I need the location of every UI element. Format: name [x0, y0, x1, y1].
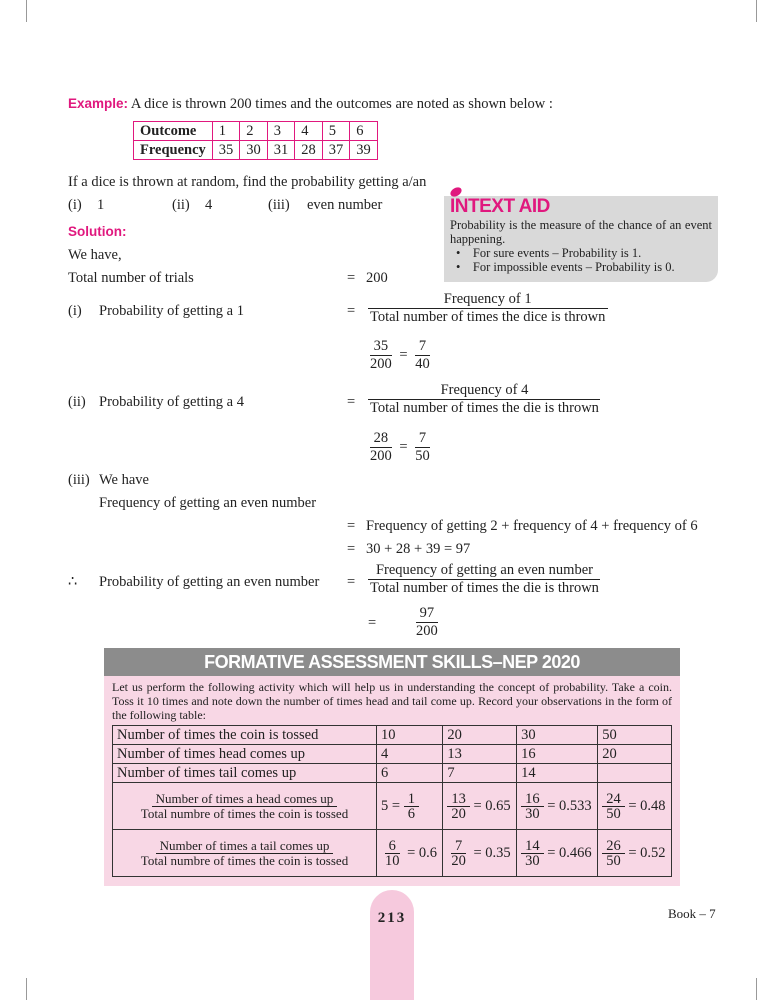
table-cell [113, 783, 377, 830]
fraction [366, 291, 609, 326]
table-cell [443, 830, 517, 877]
denominator: 6 [407, 805, 415, 822]
denominator: 200 [370, 448, 392, 464]
part-text: 4 [205, 197, 213, 213]
fraction-equation: $\frac{35}{200}$ = $\frac{7}{40}$ [366, 338, 434, 373]
text: Frequency of getting 2 + frequency of 4 + frequency of 6 [366, 518, 698, 534]
table-row [134, 141, 378, 160]
table-cell: 10 [377, 726, 443, 745]
table-cell: 30 [240, 141, 268, 160]
equals: = [347, 270, 356, 286]
intext-aid-box [444, 196, 718, 282]
table-cell: 16 [517, 745, 598, 764]
bullet-text: For sure events – Probability is 1. [472, 246, 642, 260]
denominator: Total number of times the die is thrown [370, 400, 599, 416]
table-cell: 7 [443, 764, 517, 783]
numerator: 26 [602, 839, 625, 854]
table-cell: 5 [322, 122, 350, 141]
prefix: 5 = [381, 797, 401, 814]
numerator: 35 [370, 338, 393, 356]
table-cell: 20 [443, 726, 517, 745]
suffix: = 0.35 [473, 844, 511, 861]
table-cell: Outcome [134, 122, 213, 141]
equals: = [347, 303, 356, 319]
solution-label: Solution: [68, 224, 127, 239]
equals: = [347, 518, 356, 534]
denominator: 50 [415, 448, 430, 464]
text: Probability of getting an even number [99, 574, 320, 590]
table-row [113, 764, 672, 783]
suffix: = 0.6 [407, 844, 438, 861]
numerator: 13 [447, 792, 470, 807]
text: Total number of trials [68, 270, 194, 286]
table-row [113, 830, 672, 877]
table-cell [377, 830, 443, 877]
table-row [134, 122, 378, 141]
numerator: 28 [370, 430, 393, 448]
example-text: A dice is thrown 200 times and the outcomes are noted as shown below : [130, 96, 553, 112]
numerator: 24 [602, 792, 625, 807]
numerator: 7 [415, 430, 430, 448]
part-label: (iii) [68, 472, 90, 488]
dice-table [133, 121, 378, 160]
crop-mark [756, 978, 757, 1000]
value: 200 [366, 270, 388, 286]
denominator: Total number of times the die is thrown [370, 580, 599, 596]
denominator: 50 [606, 805, 621, 822]
table-cell: Number of times tail comes up [113, 764, 377, 783]
coin-table [112, 725, 672, 877]
numerator: 1 [404, 792, 419, 807]
denominator: 20 [451, 852, 466, 869]
table-cell: 1 [212, 122, 240, 141]
part-label: (i) [68, 197, 82, 213]
table-cell [598, 764, 672, 783]
numerator: Number of times a head comes up [152, 792, 338, 807]
table-cell [517, 830, 598, 877]
text: 30 + 28 + 39 = 97 [366, 541, 471, 557]
table-cell: 2 [240, 122, 268, 141]
part-text: 1 [97, 197, 105, 213]
part-text: even number [307, 197, 383, 213]
suffix: = 0.48 [628, 797, 666, 814]
table-cell: 31 [267, 141, 295, 160]
intext-aid-title: INTEXT AID [450, 196, 550, 217]
text: Probability of getting a 1 [99, 303, 244, 319]
numerator: Number of times a tail comes up [156, 839, 334, 854]
denominator: 30 [525, 852, 540, 869]
text: Probability of getting a 4 [99, 394, 244, 410]
table-cell [598, 830, 672, 877]
table-cell: 6 [350, 122, 378, 141]
numerator: 97 [416, 605, 439, 623]
denominator: 20 [451, 805, 466, 822]
denominator: 40 [415, 356, 430, 372]
example-label: Example: [68, 96, 129, 111]
numerator: 7 [415, 338, 430, 356]
fraction [412, 605, 442, 640]
denominator: Total numbre of times the coin is tossed [140, 852, 349, 868]
denominator: Total numbre of times the coin is tossed [140, 805, 349, 821]
bullet-text: For impossible events – Probability is 0. [472, 260, 675, 274]
table-cell: 39 [350, 141, 378, 160]
question-text: If a dice is thrown at random, find the probability getting a/an [68, 174, 427, 190]
suffix: = 0.533 [547, 797, 592, 814]
formative-intro: Let us perform the following activity which will help us in understanding the concept of probability. Take a coin. Toss it 10 times and note down the number of times head and tail come up. Record your observations in the form of the following table: [112, 680, 672, 722]
part-label: (iii) [268, 197, 290, 213]
suffix: = 0.65 [473, 797, 511, 814]
table-cell: 37 [322, 141, 350, 160]
formative-title: FORMATIVE ASSESSMENT SKILLS–NEP 2020 [104, 648, 680, 676]
numerator: Frequency of 1 [368, 291, 608, 309]
denominator: 200 [370, 356, 392, 372]
text: We have [99, 472, 149, 488]
intext-aid-text: Probability is the measure of the chance of an event happening. [450, 218, 712, 246]
formative-box [104, 676, 680, 886]
table-cell: Number of times the coin is tossed [113, 726, 377, 745]
table-cell [113, 830, 377, 877]
part-label: (i) [68, 303, 82, 319]
numerator: 16 [521, 792, 544, 807]
table-cell [517, 783, 598, 830]
fraction [366, 562, 603, 597]
text: We have, [68, 247, 122, 263]
numerator: 7 [451, 839, 466, 854]
denominator: 10 [385, 852, 400, 869]
equals: = [347, 541, 356, 557]
denominator: 30 [525, 805, 540, 822]
numerator: Frequency of getting an even number [368, 562, 600, 580]
table-cell: 50 [598, 726, 672, 745]
table-cell: 6 [377, 764, 443, 783]
numerator: Frequency of 4 [368, 382, 600, 400]
table-row [113, 745, 672, 764]
table-cell [598, 783, 672, 830]
fraction [366, 382, 603, 417]
table-cell: 30 [517, 726, 598, 745]
table-cell [377, 783, 443, 830]
table-cell: 20 [598, 745, 672, 764]
crop-mark [26, 0, 27, 22]
table-row [113, 726, 672, 745]
table-cell: 14 [517, 764, 598, 783]
table-cell: Number of times head comes up [113, 745, 377, 764]
example-line [68, 96, 553, 113]
table-cell [443, 783, 517, 830]
intext-aid-bullet: • For sure events – Probability is 1. [456, 246, 642, 260]
table-cell: 3 [267, 122, 295, 141]
numerator: 6 [385, 839, 400, 854]
book-label: Book – 7 [668, 906, 716, 921]
table-cell: Frequency [134, 141, 213, 160]
equals: = [347, 394, 356, 410]
denominator: Total number of times the dice is thrown [370, 309, 606, 325]
equals: = [368, 615, 377, 631]
table-cell: 4 [295, 122, 323, 141]
equals: = [347, 574, 356, 590]
suffix: = 0.52 [628, 844, 666, 861]
table-row [113, 783, 672, 830]
table-cell: 35 [212, 141, 240, 160]
therefore-symbol: ∴ [68, 574, 78, 590]
part-label: (ii) [172, 197, 190, 213]
page-number: 213 [370, 890, 414, 1000]
denominator: 50 [606, 852, 621, 869]
table-cell: 4 [377, 745, 443, 764]
table-cell: 28 [295, 141, 323, 160]
text: Frequency of getting an even number [99, 495, 317, 511]
crop-mark [756, 0, 757, 22]
table-cell: 13 [443, 745, 517, 764]
intext-aid-bullet: • For impossible events – Probability is 0. [456, 260, 675, 274]
fraction-equation: $\frac{28}{200}$ = $\frac{7}{50}$ [366, 430, 434, 465]
crop-mark [26, 978, 27, 1000]
part-label: (ii) [68, 394, 86, 410]
denominator: 200 [416, 623, 438, 639]
numerator: 14 [521, 839, 544, 854]
suffix: = 0.466 [547, 844, 592, 861]
